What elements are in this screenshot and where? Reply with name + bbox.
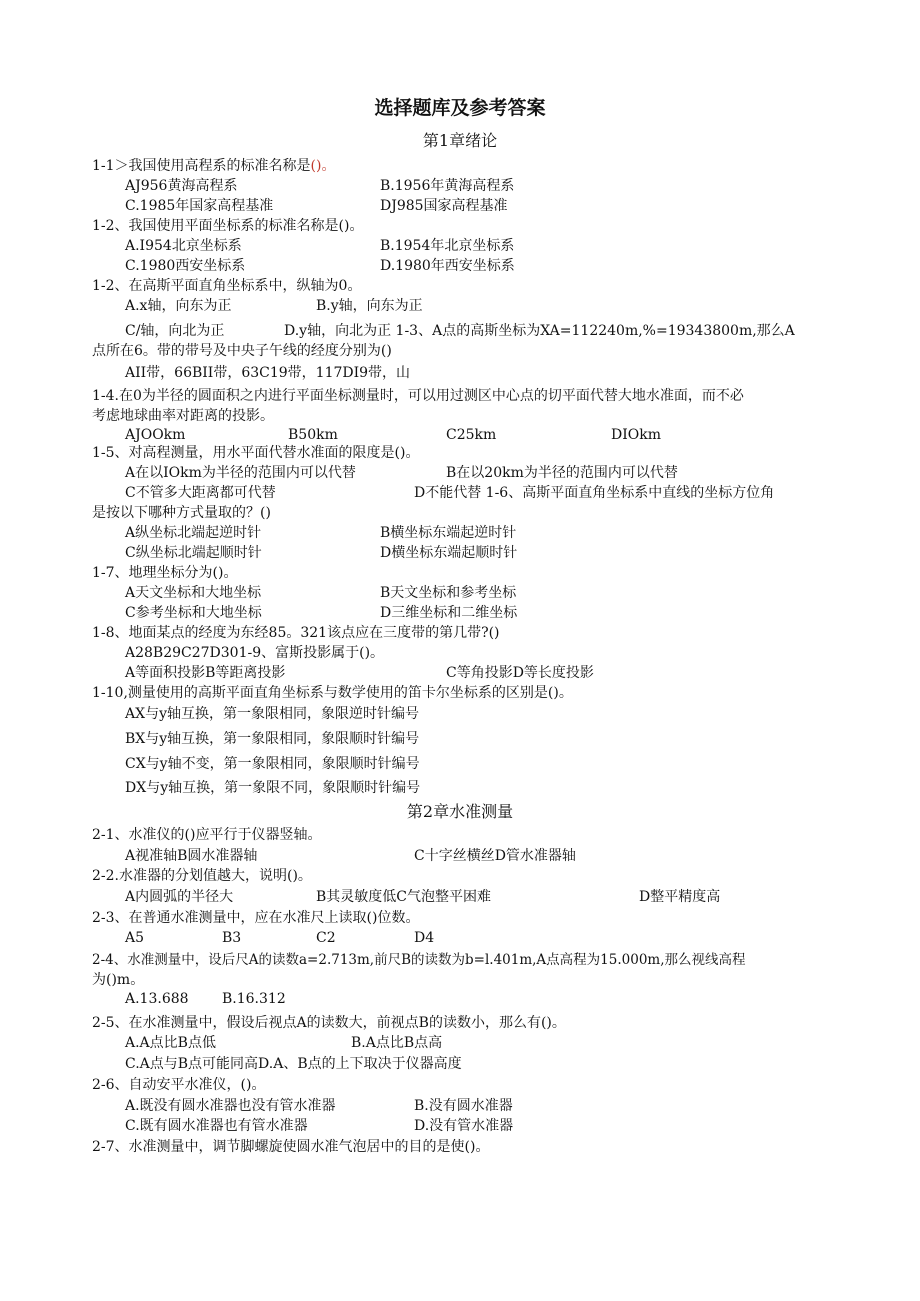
question-1-3-options: AII带，66BII带，63C19带，117DI9带，山 (125, 365, 411, 381)
question-1-10: 1-10,测量使用的高斯平面直角坐标系与数学使用的笛卡尔坐标系的区别是()。 (92, 685, 573, 701)
option-b: B50km (288, 427, 338, 443)
option-d-and-question-1-6: D不能代替 1-6、高斯平面直角坐标系中直线的坐标方位角 (414, 485, 775, 501)
option-b: B天文坐标和参考坐标 (380, 585, 517, 601)
option-b: BX与y轴互换，第一象限相同，象限顺时针编号 (125, 731, 420, 747)
question-1-2: 1-2、我国使用平面坐标系的标准名称是()。 (92, 218, 364, 234)
option-c: C.1985年国家高程基准 (125, 198, 274, 214)
option-b: B.A点比B点高 (351, 1035, 443, 1051)
document-title: 选择题库及参考答案 (374, 97, 546, 119)
question-1-3-continued: 点所在6。带的带号及中央子午线的经度分别为() (92, 343, 392, 359)
question-1-8-options-and-1-9: A28B29C27D301-9、富斯投影属于()。 (125, 645, 385, 661)
option-d-and-question-1-3: D.y轴，向北为正 1-3、A点的高斯坐标为XA=112240m,%=19343800m,那么A (284, 323, 795, 339)
question-2-4-continued: 为()m。 (92, 972, 145, 988)
option-a: A.既没有圆水准器也没有管水准器 (125, 1098, 336, 1114)
question-2-3: 2-3、在普通水准测量中，应在水准尺上读取()位数。 (92, 910, 420, 926)
option-b: B.没有圆水准器 (414, 1098, 513, 1114)
option-a: AJOOkm (125, 427, 186, 443)
question-2-6: 2-6、自动安平水准仪，()。 (92, 1077, 266, 1093)
option-a: A.I954北京坐标系 (125, 238, 242, 254)
option-a: A纵坐标北端起逆时针 (125, 525, 262, 541)
option-a: A天文坐标和大地坐标 (125, 585, 262, 601)
question-2-7: 2-7、水准测量中，调节脚螺旋使圆水准气泡居中的目的是使()。 (92, 1139, 490, 1155)
option-cd: C.A点与B点可能同高D.A、B点的上下取决于仪器高度 (125, 1056, 462, 1072)
option-c: C.既有圆水准器也有管水准器 (125, 1118, 308, 1134)
question-1-1 (92, 156, 335, 176)
question-1-4: 1-4.在0为半径的圆面积之内进行平面坐标测量时，可以用过测区中心点的切平面代替大地水准面，而不必 (92, 388, 744, 404)
option-a: AX与y轴互换，第一象限相同，象限逆时针编号 (125, 706, 419, 722)
question-2-1: 2-1、水准仪的()应平行于仪器竖轴。 (92, 827, 322, 843)
option-c: C25km (446, 427, 497, 443)
option-ab: A视准轴B圆水准器轴 (125, 848, 258, 864)
chapter-2-title: 第2章水准测量 (406, 802, 514, 821)
option-d: DJ985国家高程基准 (380, 198, 508, 214)
question-1-4-continued: 考虑地球曲率对距离的投影。 (92, 408, 274, 424)
option-c: C2 (316, 930, 336, 946)
option-d: D.1980年西安坐标系 (380, 258, 515, 274)
option-c: C不管多大距离都可代替 (125, 485, 276, 501)
question-2-2: 2-2.水准器的分划值越大，说明()。 (92, 868, 312, 884)
question-1-2b: 1-2、在高斯平面直角坐标系中，纵轴为0。 (92, 278, 362, 294)
option-c: C.1980西安坐标系 (125, 258, 246, 274)
question-1-6-continued: 是按以下哪种方式量取的？() (92, 505, 271, 521)
option-c: C参考坐标和大地坐标 (125, 605, 262, 621)
option-a: AJ956黄海高程系 (125, 178, 238, 194)
chapter-1-title: 第1章绪论 (422, 131, 498, 150)
option-a: A5 (125, 930, 145, 946)
option-c: CX与y轴不变，第一象限相同，象限顺时针编号 (125, 756, 420, 772)
option-a: A.A点比B点低 (125, 1035, 216, 1051)
option-a: A.13.688 (125, 991, 189, 1007)
option-a: A.x轴，向东为正 (125, 298, 232, 314)
question-1-8: 1-8、地面某点的经度为东经85。321该点应在三度带的第几带?() (92, 625, 500, 641)
option-d: D4 (414, 930, 435, 946)
option-b: B.y轴，向东为正 (316, 298, 423, 314)
option-d: DIOkm (611, 427, 661, 443)
option-b: B.1956年黄海高程系 (380, 178, 515, 194)
answer-parenthesis: ()。 (310, 158, 336, 174)
option-ab: A等面积投影B等距离投影 (125, 665, 286, 681)
question-stem: 1-1＞我国使用高程系的标准名称是 (92, 158, 311, 174)
option-d: D三维坐标和二维坐标 (380, 605, 518, 621)
question-1-7: 1-7、地理坐标分为()。 (92, 565, 238, 581)
option-c: C纵坐标北端起顺时针 (125, 545, 262, 561)
option-b: B3 (222, 930, 242, 946)
option-a: A在以IOkm为半径的范围内可以代替 (125, 465, 356, 481)
option-b: B.1954年北京坐标系 (380, 238, 515, 254)
option-d: D.没有管水准器 (414, 1118, 514, 1134)
option-d: DX与y轴互换，第一象限不同，象限顺时针编号 (125, 780, 421, 796)
option-d: D整平精度高 (639, 889, 721, 905)
option-b: B在以20km为半径的范围内可以代替 (446, 465, 678, 481)
question-2-4: 2-4、水准测量中，设后尺A的读数a=2.713m,前尺B的读数为b=l.401m,A点高程为15.000m,那么视线高程 (92, 952, 746, 968)
question-1-5: 1-5、对高程测量，用水平面代替水准面的限度是()。 (92, 445, 420, 461)
option-bc: B其灵敏度低C气泡整平困难 (316, 889, 491, 905)
option-cd: C等角投影D等长度投影 (446, 665, 594, 681)
option-c: C/轴，向北为正 (125, 323, 225, 339)
option-b: B横坐标东端起逆时针 (380, 525, 517, 541)
option-d: D横坐标东端起顺时针 (380, 545, 518, 561)
option-b: B.16.312 (222, 991, 286, 1007)
option-a: A内圆弧的半径大 (125, 889, 234, 905)
option-cd: C十字丝横丝D管水准器轴 (414, 848, 576, 864)
question-2-5: 2-5、在水准测量中，假设后视点A的读数大，前视点B的读数小，那么有()。 (92, 1015, 566, 1031)
